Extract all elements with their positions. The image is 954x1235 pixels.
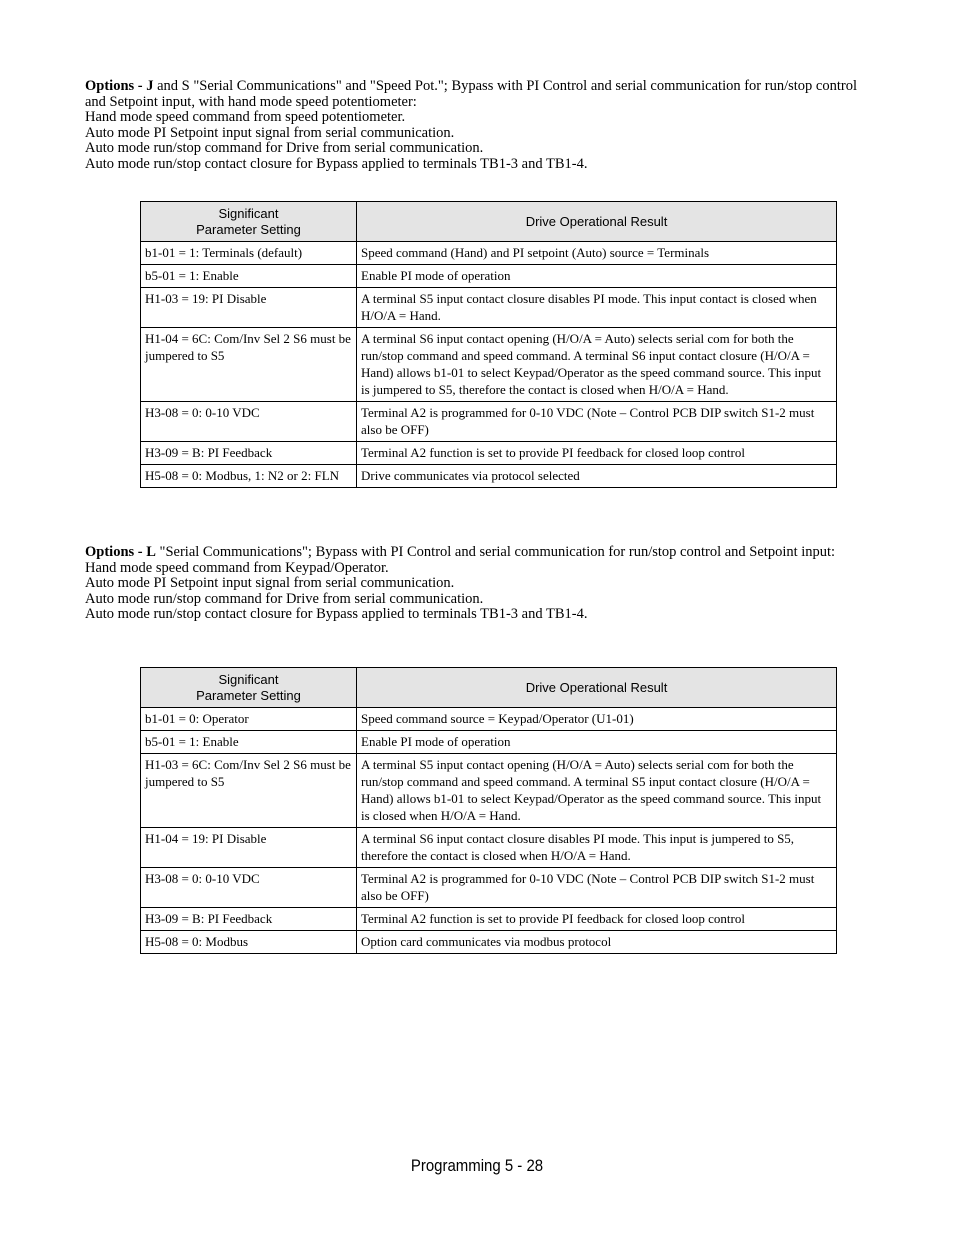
setting-cell: b5-01 = 1: Enable bbox=[141, 265, 357, 288]
table-row bbox=[141, 288, 837, 328]
setting-cell: H3-09 = B: PI Feedback bbox=[141, 908, 357, 931]
table-row bbox=[141, 754, 837, 828]
header-setting-line1: Significant bbox=[218, 671, 279, 687]
options-l-line: Auto mode run/stop contact closure for Bypass applied to terminals TB1-3 and TB1-4. bbox=[85, 606, 588, 622]
options-j-lead-text: and S "Serial Communications" and "Speed Pot."; Bypass with PI Control and serial communication for run/stop control and Setpoint input, with hand mode speed potentiometer: bbox=[85, 78, 857, 110]
options-l-lead-text: "Serial Communications"; Bypass with PI Control and serial communication for run/stop control and Setpoint input: bbox=[155, 544, 836, 560]
table-row bbox=[141, 265, 837, 288]
setting-cell: H1-03 = 19: PI Disable bbox=[141, 288, 357, 328]
result-cell: A terminal S5 input contact closure disables PI mode. This input contact is closed when H/O/A = Hand. bbox=[357, 288, 837, 328]
options-l-lead-bold: Options - L bbox=[85, 544, 156, 560]
page-footer: Programming 5 - 28 bbox=[410, 1156, 544, 1175]
result-cell: Drive communicates via protocol selected bbox=[357, 465, 837, 488]
options-j-parameter-table bbox=[140, 201, 837, 488]
setting-cell: H5-08 = 0: Modbus, 1: N2 or 2: FLN bbox=[141, 465, 357, 488]
setting-cell: b1-01 = 1: Terminals (default) bbox=[141, 242, 357, 265]
result-cell: A terminal S5 input contact opening (H/O/A = Auto) selects serial com for both the run/stop command and speed command. A terminal S5 input contact closure (H/O/A = Hand) allows b1-01 to select Keypad/Operator as the speed command source. This input is closed when H/O/A = Hand. bbox=[357, 754, 837, 828]
result-cell: Option card communicates via modbus protocol bbox=[357, 931, 837, 954]
table-row bbox=[141, 908, 837, 931]
options-l-line: Hand mode speed command from Keypad/Operator. bbox=[85, 559, 389, 576]
result-cell: Speed command (Hand) and PI setpoint (Auto) source = Terminals bbox=[357, 242, 837, 265]
header-setting-line2: Parameter Setting bbox=[196, 221, 301, 237]
header-setting-line1: Significant bbox=[218, 205, 279, 221]
table-row bbox=[141, 465, 837, 488]
setting-cell: H1-03 = 6C: Com/Inv Sel 2 S6 must be jumpered to S5 bbox=[141, 754, 357, 828]
options-j-intro bbox=[85, 79, 875, 172]
setting-cell: b1-01 = 0: Operator bbox=[141, 708, 357, 731]
options-j-line: Auto mode PI Setpoint input signal from serial communication. bbox=[85, 124, 455, 141]
setting-cell: H1-04 = 6C: Com/Inv Sel 2 S6 must be jumpered to S5 bbox=[141, 328, 357, 402]
options-l-line: Auto mode PI Setpoint input signal from serial communication. bbox=[85, 575, 455, 591]
table-row bbox=[141, 868, 837, 908]
options-j-line: Auto mode run/stop contact closure for Bypass applied to terminals TB1-3 and TB1-4. bbox=[85, 155, 588, 172]
result-cell: Speed command source = Keypad/Operator (U1-01) bbox=[357, 708, 837, 731]
result-cell: A terminal S6 input contact opening (H/O/A = Auto) selects serial com for both the run/stop command and speed command. A terminal S6 input contact closure (H/O/A = Hand) allows b1-01 to select Keypad/Operator as the speed command source. This input is jumpered to S5, therefore the contact is closed when H/O/A = Hand. bbox=[357, 328, 837, 402]
table-row bbox=[141, 708, 837, 731]
header-parameter-setting bbox=[141, 668, 357, 708]
setting-cell: H3-08 = 0: 0-10 VDC bbox=[141, 868, 357, 908]
result-cell: Enable PI mode of operation bbox=[357, 731, 837, 754]
header-drive-result: Drive Operational Result bbox=[357, 202, 837, 242]
header-drive-result: Drive Operational Result bbox=[357, 668, 837, 708]
table-row bbox=[141, 402, 837, 442]
setting-cell: H3-09 = B: PI Feedback bbox=[141, 442, 357, 465]
options-l-lead bbox=[85, 545, 875, 561]
header-parameter-setting bbox=[141, 202, 357, 242]
table-header-row bbox=[141, 202, 837, 242]
options-j-lead bbox=[85, 79, 875, 110]
options-j-line: Hand mode speed command from speed potentiometer. bbox=[85, 109, 406, 125]
result-cell: A terminal S6 input contact closure disables PI mode. This input is jumpered to S5, therefore the contact is closed when H/O/A = Hand. bbox=[357, 828, 837, 868]
table-row bbox=[141, 931, 837, 954]
table-row bbox=[141, 828, 837, 868]
options-j-line: Auto mode run/stop command for Drive from serial communication. bbox=[85, 140, 484, 156]
result-cell: Terminal A2 function is set to provide PI feedback for closed loop control bbox=[357, 442, 837, 465]
table-row bbox=[141, 328, 837, 402]
result-cell: Terminal A2 function is set to provide PI feedback for closed loop control bbox=[357, 908, 837, 931]
setting-cell: H1-04 = 19: PI Disable bbox=[141, 828, 357, 868]
result-cell: Terminal A2 is programmed for 0-10 VDC (Note – Control PCB DIP switch S1-2 must also be OFF) bbox=[357, 402, 837, 442]
table-row bbox=[141, 731, 837, 754]
result-cell: Enable PI mode of operation bbox=[357, 265, 837, 288]
header-setting-line2: Parameter Setting bbox=[196, 687, 301, 703]
table-row bbox=[141, 442, 837, 465]
result-cell: Terminal A2 is programmed for 0-10 VDC (Note – Control PCB DIP switch S1-2 must also be OFF) bbox=[357, 868, 837, 908]
table-row bbox=[141, 242, 837, 265]
options-l-line: Auto mode run/stop command for Drive from serial communication. bbox=[85, 590, 484, 607]
table-header-row bbox=[141, 668, 837, 708]
options-j-lead-bold: Options - J bbox=[85, 78, 154, 94]
options-l-parameter-table bbox=[140, 667, 837, 954]
setting-cell: H5-08 = 0: Modbus bbox=[141, 931, 357, 954]
setting-cell: H3-08 = 0: 0-10 VDC bbox=[141, 402, 357, 442]
options-l-intro bbox=[85, 545, 875, 623]
setting-cell: b5-01 = 1: Enable bbox=[141, 731, 357, 754]
